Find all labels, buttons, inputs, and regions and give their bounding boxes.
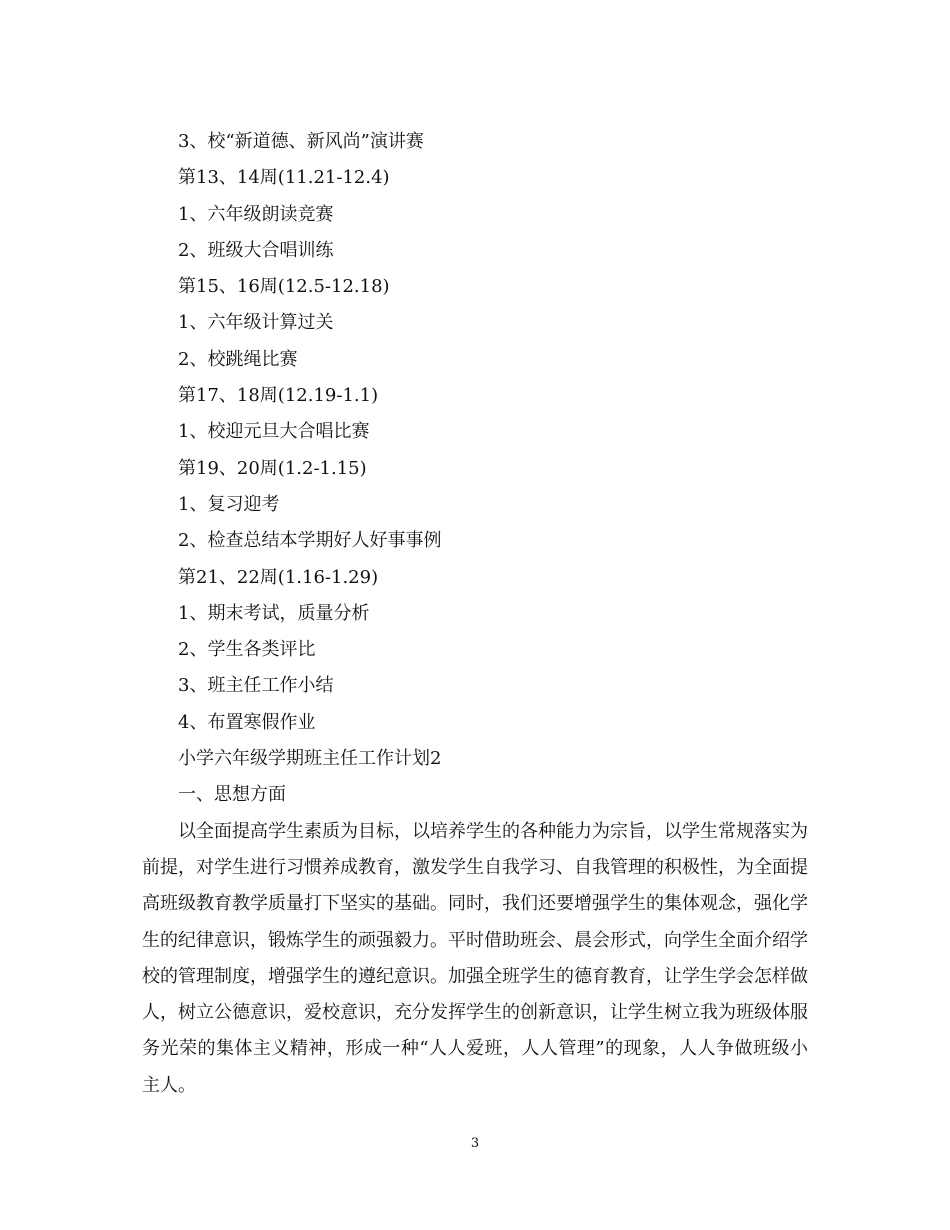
text-line: 3、班主任工作小结: [178, 675, 334, 697]
text-line: 2、检查总结本学期好人好事事例: [178, 530, 442, 552]
section-heading: 第15、16周(12.5-12.18): [178, 276, 390, 298]
text-line: 2、班级大合唱训练: [178, 239, 334, 261]
text-line: 1、期末考试，质量分析: [178, 602, 370, 624]
section-heading: 一、思想方面: [178, 784, 286, 806]
document-body: [142, 124, 808, 1104]
section-heading: 第13、14周(11.21-12.4): [178, 167, 390, 189]
text-line: 4、布置寒假作业: [178, 711, 316, 733]
document-subtitle: 小学六年级学期班主任工作计划2: [178, 748, 442, 770]
text-line: 1、六年级朗读竞赛: [178, 203, 334, 225]
section-heading: 第19、20周(1.2-1.15): [178, 457, 367, 479]
text-line: 1、校迎元旦大合唱比赛: [178, 421, 370, 443]
text-line: 1、复习迎考: [178, 493, 280, 515]
page-number: 3: [470, 1136, 480, 1151]
section-heading: 第17、18周(12.19-1.1): [178, 385, 379, 407]
text-line: 3、校“新道德、新风尚”演讲赛: [178, 131, 424, 152]
text-line: 2、学生各类评比: [178, 639, 316, 661]
body-paragraph: 以全面提高学生素质为目标，以培养学生的各种能力为宗旨，以学生常规落实为前提，对学生进行习惯养成教育，激发学生自我学习、自我管理的积极性，为全面提高班级教育教学质量打下坚实的基础。同时，我们还要增强学生的集体观念，强化学生的纪律意识，锻炼学生的顽强毅力。平时借助班会、晨会形式，向学生全面介绍学校的管理制度，增强学生的遵纪意识。加强全班学生的德育教育，让学生学会怎样做人，树立公德意识，爱校意识，充分发挥学生的创新意识，让学生树立我为班级体服务光荣的集体主义精神，形成一种“人人爱班，人人管理”的现象，人人争做班级小主人。: [142, 820, 808, 1096]
section-heading: 第21、22周(1.16-1.29): [178, 566, 379, 588]
text-line: 1、六年级计算过关: [178, 312, 334, 334]
text-line: 2、校跳绳比赛: [178, 348, 298, 370]
